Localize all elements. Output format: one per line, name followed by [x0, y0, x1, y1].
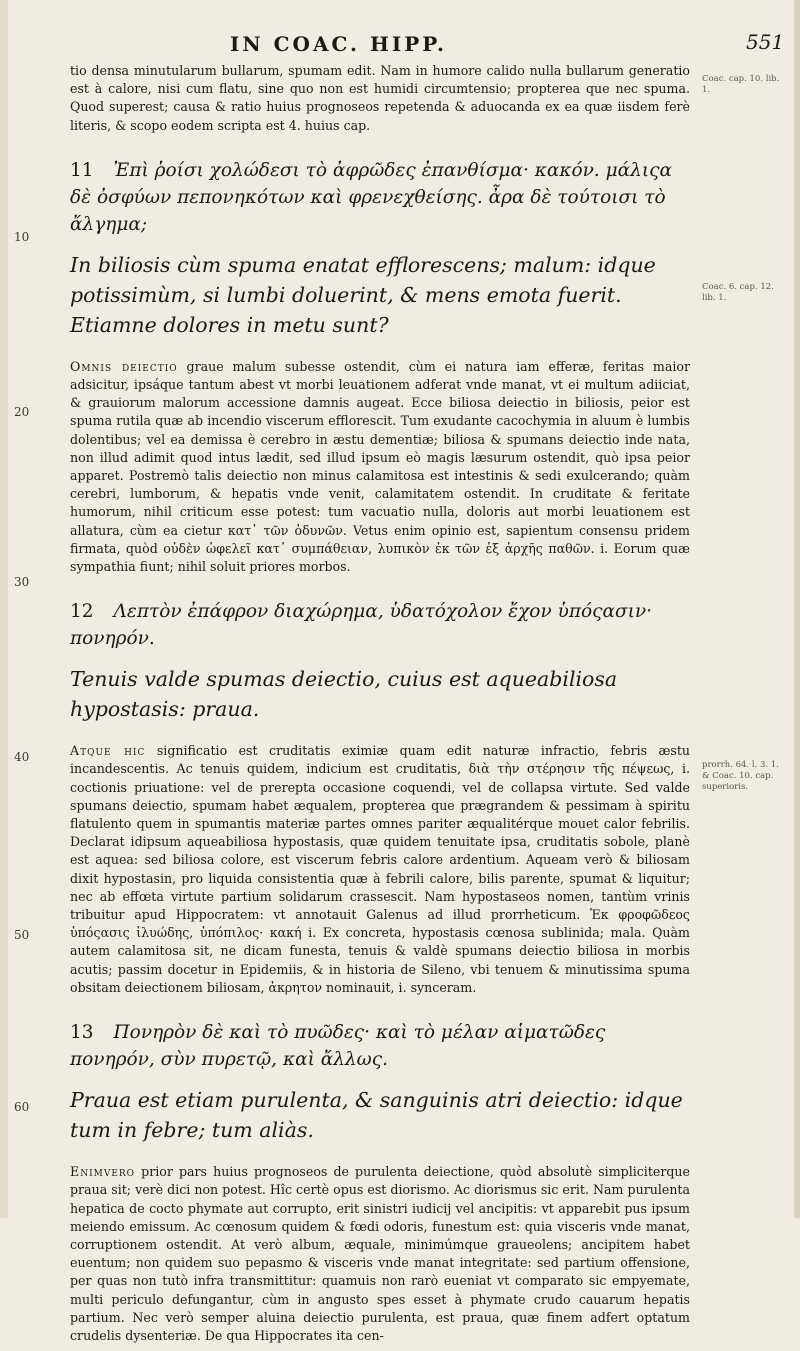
- commentary-text: significatio est cruditatis eximiæ quam edit naturæ infractio, febris æstu incandescentis. Ac tenuis quidem, indicium est cruditatis, διὰ τὴν στέρησιν τῆς πέψεως, i. coctionis priuatione: vel de prerepta occasione coquendi, vel de collapsa virtute. Sed valde spumans deiectio, spumam habet æqualem, propterea que prægrandem & pessimam à spiritu flatulento quem in spumantis materiæ partes omnes pariter æqualitérque mouet calor febrilis. Declarat idipsum aqueabiliosa hypostasis, quæ quidem tenuitate ipsa, cruditatis sobole, planè est aquea: sed biliosa colore, est viscerum febris calore ardentium. Aqueam verò & biliosam dixit hypostasin, pro liquida consistentia quæ à febrili calore, bilis parente, spumat & liquitur; nec ab effœta virtute partium solidarum crassescit. Nam hypostaseos nomen, tantùm vrinis tribuitur apud Hippocratem: vt annotauit Galenus ad illud prorrheticum. Ἐκ φροφῶδεος ὑπόςασις ἰλυώδης, ὑπόπιλος· κακή i. Ex concreta, hypostasis cœnosa sublinida; mala. Quàm autem calamitosa sit, ne dicam funesta, tenuis & valdè spumans deiectio biliosa in morbis acutis; passim docetur in Epidemiis, & in historia de Sileno, vbi tenuem & minutissima spuma obsitam deiectionem biliosam, ἀκρητον nominauit, i. synceram.: [70, 743, 690, 995]
- lead-words: Enimvero: [70, 1164, 136, 1180]
- greek-text: Ἐπὶ ῥοίσι χολώδεσι τὸ ἀφρῶδες ἐπανθίσμα· κακόν. μάλιςα δὲ ὀσφύων πεπονηκότων καὶ φρενεχθείσης. ἆρα δὲ τούτοισι τὸ ἄλγημα;: [70, 159, 672, 235]
- aphorism-number: 13: [70, 1022, 94, 1044]
- running-title: IN COAC. HIPP.: [230, 32, 447, 56]
- page-spine: [0, 0, 8, 1218]
- aphorism-13-latin: Praua est etiam purulenta, & sanguinis atri deiectio: idque tum in febre; tum aliàs.: [70, 1088, 683, 1143]
- aphorism-number: 12: [70, 601, 94, 623]
- line-number: 60: [14, 1100, 30, 1114]
- aphorism-11-greek: [70, 157, 690, 238]
- page-edge: [794, 0, 800, 1218]
- greek-text: Πονηρὸν δὲ καὶ τὸ πυῶδες· καὶ τὸ μέλαν αἱματῶδες πονηρόν, σὺν πυρετῷ, καὶ ἄλλως.: [70, 1022, 606, 1071]
- commentary-text: prior pars huius prognoseos de purulenta deiectione, quòd absolutè simpliciterque praua sit; verè dici non potest. Hîc certè opus est diorismo. Ac diorismus sic erit. Nam purulenta hepatica de cocto phymate aut corrupto, erit sinistri iudicij vel ancipitis: vt apparebit pus ipsum meiendo emissum. Ac cœnosum quidem & fœdi odoris, funestum est: quia visceris vnde manat, corruptionem ostendit. At verò album, æquale, minimúmque graueolens; ancipitem habet euentum; non quidem suo pepasmo & visceris vnde manat integritate: sed partium offensione, per quas non tutò infra transmittitur: quamuis non rarò eueniat vt comparato sic empyemate, multi periculo defungantur, cùm in angusto spes esset à phymate crudo cauarum hepatis partium. Nec verò semper aluina deiectio purulenta, est praua, quæ finem adfert optatum crudelis dysenteriæ. De qua Hippocrates ita cen-: [70, 1164, 690, 1343]
- commentary-13: [70, 1163, 690, 1345]
- lead-words: Atque hic: [70, 743, 146, 759]
- page-number: 551: [746, 30, 785, 54]
- aphorism-number: 11: [70, 159, 94, 181]
- aphorism-13-greek: [70, 1019, 690, 1073]
- commentary-text: graue malum subesse ostendit, cùm ei natura iam efferæ, feritas maior adsicitur, ipsáque tantum abest vt morbi leuationem adferat vnde manat, vt ei multum adiiciat, & grauiorum malorum accessione damnis augeat. Ecce biliosa deiectio in biliosis, peior est spuma rutila quæ ab incendio viscerum efflorescit. Tum exudante cacochymia in aluum è lumbis dolentibus; vel ea demissa è cerebro in æstu dementiæ; biliosa & spumans deiectio inde nata, non illud adimit quod intus lædit, sed illud ipsum eò magis læsurum ostendit, quò ipsa peior apparet. Postremò talis deiectio non minus calamitosa est intestinis & sedi exulcerando; quàm cerebri, lumborum, & hepatis vnde venit, calamitatem ostendit. In cruditate & feritate humorum, nihil criticum esse potest: tum vacuatio nulla, doloris aut morbi leuationem est allatura, cùm ea cietur κατ᾽ τῶν ὀδυνῶν. Vetus enim opinio est, sapientum consensu pridem firmata, quòd οὐδὲν ὠφελεῖ κατ᾽ συμπάθειαν, λυπικὸν ἐκ τῶν ἐξ ἀρχῆς παθῶν. i. Eorum quæ sympathia fiunt; nihil soluit priores morbos.: [70, 358, 690, 575]
- aphorism-11-latin: In biliosis cùm spuma enatat efflorescens; malum: idque potissimùm, si lumbi doluerint, & mens emota fuerit. Etiamne dolores in metu sunt?: [70, 252, 656, 337]
- main-text: [70, 62, 690, 1351]
- page-header: [0, 22, 800, 62]
- greek-text: Λεπτὸν ἐπάφρον διαχώρημα, ὑδατόχολον ἔχον ὑπόςασιν· πονηρόν.: [70, 601, 652, 650]
- margin-note: Coac. 6. cap. 12. lib. 1.: [702, 282, 774, 303]
- intro-paragraph: tio densa minutularum bullarum, spumam edit. Nam in humore calido nulla bullarum generatio est à calore, nisi cum flatu, sine quo non est humidi circumtensio; propterea que nec spuma. Quod superest; causa & ratio huius prognoseos repetenda & aduocanda ex ea quæ iisdem ferè literis, & scopo eodem scripta est 4. huius cap.: [70, 63, 690, 133]
- commentary-12: [70, 742, 690, 997]
- line-number: 50: [14, 928, 30, 942]
- aphorism-12-latin: Tenuis valde spumas deiectio, cuius est aqueabiliosa hypostasis: praua.: [70, 667, 618, 722]
- commentary-11: [70, 358, 690, 576]
- line-number: 10: [14, 230, 30, 244]
- lead-words: Omnis deiectio: [70, 358, 178, 374]
- margin-note: Coac. cap. 10. lib. 1.: [702, 74, 780, 95]
- aphorism-12-greek: [70, 598, 690, 652]
- margin-note: prorrh. 64. l. 3. 1. & Coac. 10. cap. superioris.: [702, 760, 779, 792]
- line-number: 40: [14, 750, 30, 764]
- line-number: 30: [14, 575, 30, 589]
- line-number: 20: [14, 405, 30, 419]
